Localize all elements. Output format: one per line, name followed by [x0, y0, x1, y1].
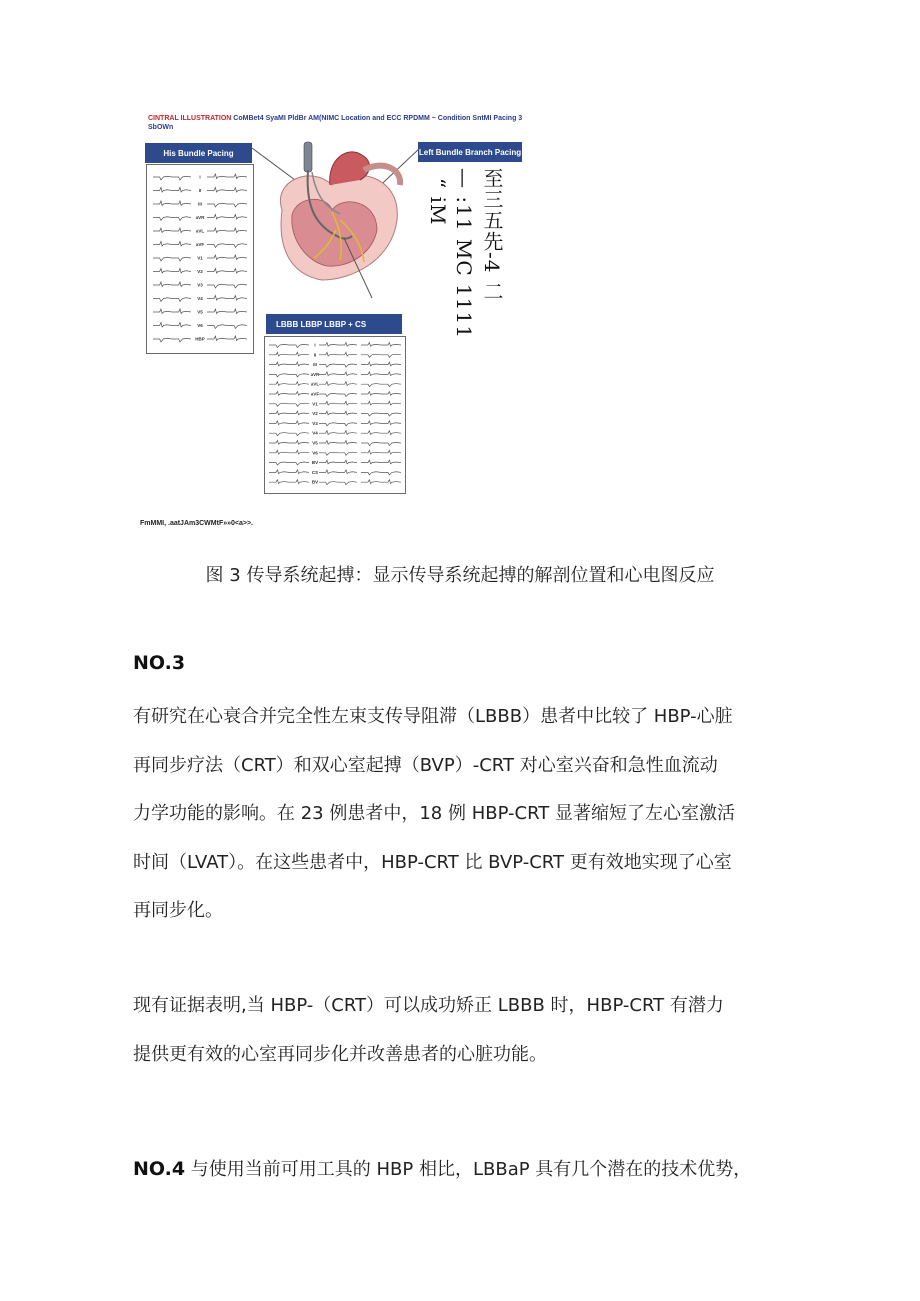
ecg-trace	[269, 382, 309, 386]
ecg-trace	[319, 470, 357, 474]
ecg-trace	[269, 421, 309, 425]
ecg-lead-label: HBP	[195, 336, 205, 342]
ecg-trace	[361, 354, 401, 357]
ecg-trace	[153, 188, 191, 193]
ecg-trace	[361, 472, 401, 475]
ecg-lead-label: II	[313, 352, 317, 358]
ecg-lead-label: CS	[311, 469, 319, 475]
ecg-trace	[319, 401, 357, 405]
ecg-trace	[207, 244, 247, 248]
ecg-trace	[207, 309, 247, 314]
ecg-lead-label: V4	[312, 430, 318, 436]
ecg-trace	[207, 188, 247, 193]
no4-paragraph	[133, 1155, 813, 1181]
his-ecg-panel	[146, 164, 254, 354]
vertical-text-col-3: “ iM	[426, 178, 450, 226]
section-heading-no4: NO.4	[133, 1158, 186, 1180]
ecg-trace	[319, 482, 357, 485]
ecg-trace	[207, 284, 247, 288]
ecg-trace	[207, 296, 247, 301]
ecg-trace	[153, 257, 191, 261]
ecg-trace	[361, 460, 401, 464]
ecg-trace	[153, 323, 191, 328]
lbbb-lbbp-header: LBBB LBBP LBBP + CS	[266, 314, 402, 334]
ecg-trace	[153, 217, 191, 221]
ecg-trace	[207, 255, 247, 260]
ecg-trace	[269, 411, 309, 415]
ecg-trace	[207, 269, 247, 274]
ecg-lead-label: V1	[312, 401, 318, 407]
paragraph-line: 力学功能的影响。在 23 例患者中，18 例 HBP-CRT 显著缩短了左心室激活	[133, 803, 736, 825]
ecg-trace	[207, 203, 247, 207]
ecg-trace	[361, 343, 401, 347]
ecg-lead-label: BV	[311, 460, 319, 466]
ecg-trace	[269, 344, 309, 347]
ecg-lead-label: V2	[312, 411, 318, 417]
ecg-trace	[153, 269, 191, 274]
paragraph-line: 再同步化。	[133, 900, 223, 922]
ecg-trace	[319, 364, 357, 367]
ecg-lead-label: II	[198, 188, 202, 193]
ecg-trace	[269, 462, 309, 465]
ecg-trace	[269, 392, 309, 396]
paragraph-line: 再同步疗法（CRT）和双心室起搏（BVP）-CRT 对心室兴奋和急性血流动	[133, 754, 718, 776]
ecg-lead-label: aVF	[195, 242, 205, 247]
ecg-trace	[361, 372, 401, 376]
ecg-trace	[269, 450, 309, 454]
ecg-trace	[361, 384, 401, 387]
ecg-trace	[361, 421, 401, 425]
ecg-trace	[319, 423, 357, 426]
ecg-trace	[361, 480, 401, 484]
ecg-trace	[361, 442, 401, 445]
ecg-trace	[269, 374, 309, 377]
ecg-lead-label: aVR	[195, 215, 205, 220]
no4-text: 与使用当前可用工具的 HBP 相比，LBBaP 具有几个潜在的技术优势，	[185, 1159, 752, 1180]
heart-illustration	[252, 140, 422, 300]
ecg-lead-label: V2	[197, 269, 203, 274]
ecg-trace	[319, 343, 357, 347]
paragraph-line: 现有证据表明,当 HBP-（CRT）可以成功矫正 LBBB 时，HBP-CRT 有潜力	[133, 995, 724, 1016]
figure-caption: 图 3 传导系统起搏：显示传导系统起搏的解剖位置和心电图反应	[205, 565, 715, 586]
ecg-trace	[153, 242, 191, 247]
ecg-lead-label: III	[313, 362, 317, 368]
ecg-trace	[207, 325, 247, 329]
figure-title-red: CINTRAL ILLUSTRATION	[148, 115, 232, 122]
ecg-lead-label: aVR	[310, 371, 320, 377]
figure-title-rest: CoMBet4 SyaMI PldBr AM(NIMC Location and ECC RPDMM ~ Condition SntMI Pacing 3 SbOWn	[148, 115, 523, 131]
no3-paragraph-2	[133, 982, 798, 1079]
left-bundle-branch-pacing-header: Left Bundle Branch Pacing	[418, 142, 522, 162]
ecg-trace	[269, 470, 309, 474]
vertical-text-col-2: — :11 MC 1111	[452, 168, 476, 339]
ecg-trace	[319, 460, 357, 464]
ecg-trace	[361, 431, 401, 435]
ecg-lead-label: V5	[312, 440, 318, 446]
section-heading-no3: NO.3	[133, 652, 186, 674]
ecg-trace	[319, 431, 357, 435]
ecg-lead-label: V4	[197, 296, 203, 301]
ecg-lead-label: V6	[197, 323, 203, 328]
ecg-trace	[207, 174, 247, 179]
paragraph-line: 有研究在心衰合并完全性左束支传导阻滞（LBBB）患者中比较了 HBP-心脏	[133, 706, 733, 727]
ecg-trace	[153, 201, 191, 206]
his-bundle-pacing-header: His Bundle Pacing	[145, 143, 252, 163]
ecg-trace	[319, 441, 357, 445]
ecg-lead-label: aVL	[310, 381, 320, 387]
central-illustration-figure	[140, 110, 540, 535]
ecg-trace	[207, 215, 247, 220]
ecg-lead-label: BV	[311, 479, 319, 485]
pacing-lead-connector	[304, 142, 312, 172]
ecg-trace	[269, 480, 309, 484]
ecg-trace	[269, 352, 309, 356]
ecg-trace	[319, 411, 357, 415]
ecg-trace	[319, 452, 357, 455]
ecg-trace	[361, 362, 401, 366]
ecg-lead-label: I	[199, 174, 201, 180]
ecg-trace	[269, 441, 309, 445]
ecg-trace	[361, 413, 401, 416]
ecg-lead-label: aVF	[310, 391, 320, 397]
paragraph-line: 提供更有效的心室再同步化并改善患者的心脏功能。	[133, 1043, 547, 1065]
ecg-trace	[319, 393, 357, 396]
his-ecg-traces	[147, 165, 253, 353]
ecg-trace	[269, 362, 309, 366]
figure-title	[148, 114, 528, 132]
ecg-lead-label: V5	[197, 309, 203, 315]
bottom-ecg-traces	[265, 337, 405, 493]
ecg-trace	[153, 298, 191, 302]
ecg-trace	[269, 403, 309, 406]
ecg-trace	[153, 309, 191, 314]
ecg-trace	[153, 228, 191, 233]
ecg-trace	[361, 401, 401, 405]
ecg-trace	[207, 336, 247, 341]
ecg-trace	[319, 372, 357, 376]
ecg-trace	[207, 228, 247, 233]
ecg-lead-label: V1	[197, 255, 203, 261]
ecg-lead-label: V3	[312, 420, 318, 426]
ecg-trace	[361, 392, 401, 396]
ecg-lead-label: III	[198, 201, 202, 207]
ecg-lead-label: V6	[312, 450, 318, 456]
ecg-trace	[319, 352, 357, 356]
ecg-trace	[153, 176, 191, 180]
vertical-text-col-1: 至三五先-4 二	[480, 168, 504, 302]
no3-paragraph	[133, 693, 798, 936]
ecg-trace	[361, 450, 401, 454]
figure-footnote: FmMMI, .aatJAm3CWMtF»»0<a>>.	[140, 520, 254, 527]
ecg-trace	[269, 433, 309, 436]
bottom-ecg-panel	[264, 336, 406, 494]
ecg-lead-label: aVL	[195, 228, 205, 234]
ecg-lead-label: V3	[197, 282, 203, 288]
paragraph-line: 时间（LVAT）。在这些患者中，HBP-CRT 比 BVP-CRT 更有效地实现了心室	[133, 851, 732, 873]
ecg-trace	[153, 338, 191, 342]
ecg-trace	[153, 282, 191, 287]
ecg-lead-label: I	[314, 342, 316, 348]
ecg-trace	[319, 382, 357, 386]
